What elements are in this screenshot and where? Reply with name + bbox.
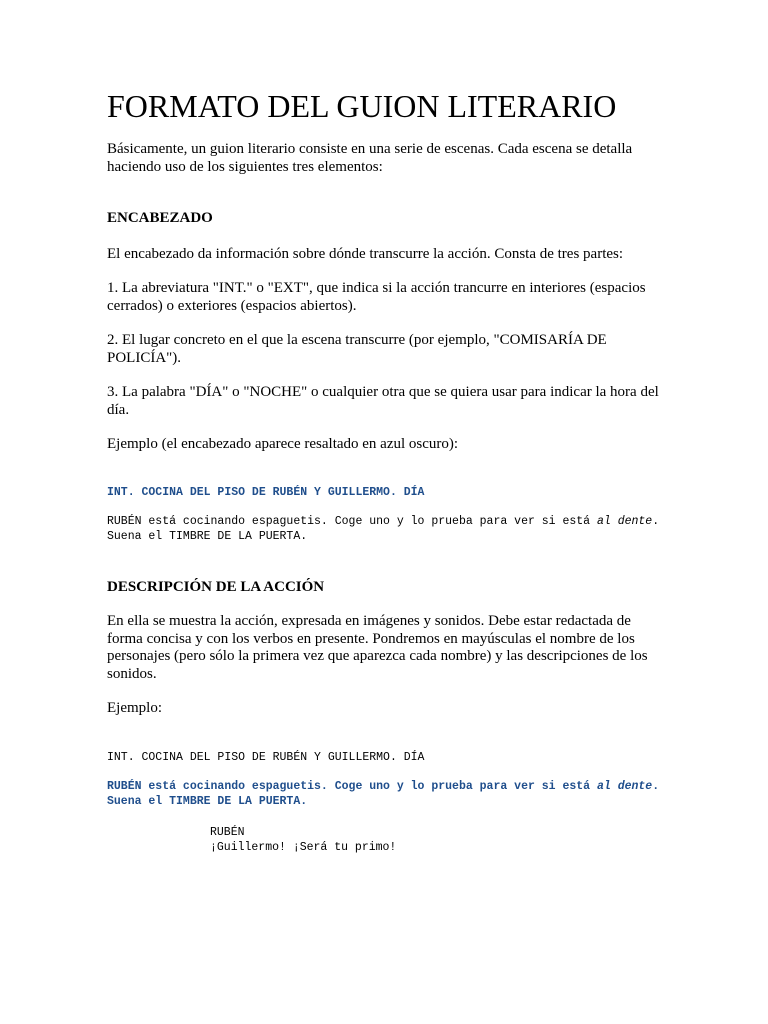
- descripcion-paragraph: En ella se muestra la acción, expresada en imágenes y sonidos. Debe estar redactada de forma concisa y con los verbos en presente. Pondremos en mayúsculas el nombre de los personajes (pero sólo la primera vez que aparezca cada nombre) y las descripciones de los sonidos.: [107, 613, 648, 682]
- example1-action-italic: al dente: [596, 515, 653, 528]
- section-heading-descripcion: DESCRIPCIÓN DE LA ACCIÓN: [107, 579, 325, 595]
- example2-scene-heading: INT. COCINA DEL PISO DE RUBÉN Y GUILLERMO. DÍA: [107, 751, 425, 764]
- example1-action-text-a: RUBÉN está cocinando espaguetis. Coge uno y lo prueba para ver si está: [107, 515, 597, 528]
- example1-action: [107, 514, 667, 544]
- example2-action-italic: al dente: [596, 780, 653, 793]
- encabezado-item-1: 1. La abreviatura "INT." o "EXT", que indica si la acción trancurre en interiores (espacios cerrados) o exteriores (espacios abiertos).: [107, 280, 646, 314]
- example2-action-text-a: RUBÉN está cocinando espaguetis. Coge uno y lo prueba para ver si está: [107, 780, 597, 793]
- encabezado-example-intro: Ejemplo (el encabezado aparece resaltado en azul oscuro):: [107, 436, 459, 452]
- encabezado-item-2: 2. El lugar concreto en el que la escena transcurre (por ejemplo, "COMISARÍA DE POLICÍA").: [107, 332, 607, 366]
- encabezado-description: El encabezado da información sobre dónde transcurre la acción. Consta de tres partes:: [107, 246, 624, 262]
- descripcion-example-intro: Ejemplo:: [107, 700, 162, 716]
- example2-dialogue: ¡Guillermo! ¡Será tu primo!: [210, 841, 397, 854]
- intro-paragraph: Básicamente, un guion literario consiste en una serie de escenas. Cada escena se detalla haciendo uso de los siguientes tres elementos:: [107, 141, 633, 175]
- example1-action-text-b: . Suena el TIMBRE DE LA PUERTA.: [107, 515, 667, 543]
- section-heading-encabezado: ENCABEZADO: [107, 210, 213, 226]
- encabezado-item-3: 3. La palabra "DÍA" o "NOCHE" o cualquier otra que se quiera usar para indicar la hora del día.: [107, 384, 659, 418]
- example2-action: [107, 779, 667, 809]
- example2-character-name: RUBÉN: [210, 826, 245, 839]
- example2-action-text-b: . Suena el TIMBRE DE LA PUERTA.: [107, 780, 667, 808]
- page-title: FORMATO DEL GUION LITERARIO: [107, 88, 617, 124]
- example1-scene-heading: INT. COCINA DEL PISO DE RUBÉN Y GUILLERMO. DÍA: [107, 486, 425, 499]
